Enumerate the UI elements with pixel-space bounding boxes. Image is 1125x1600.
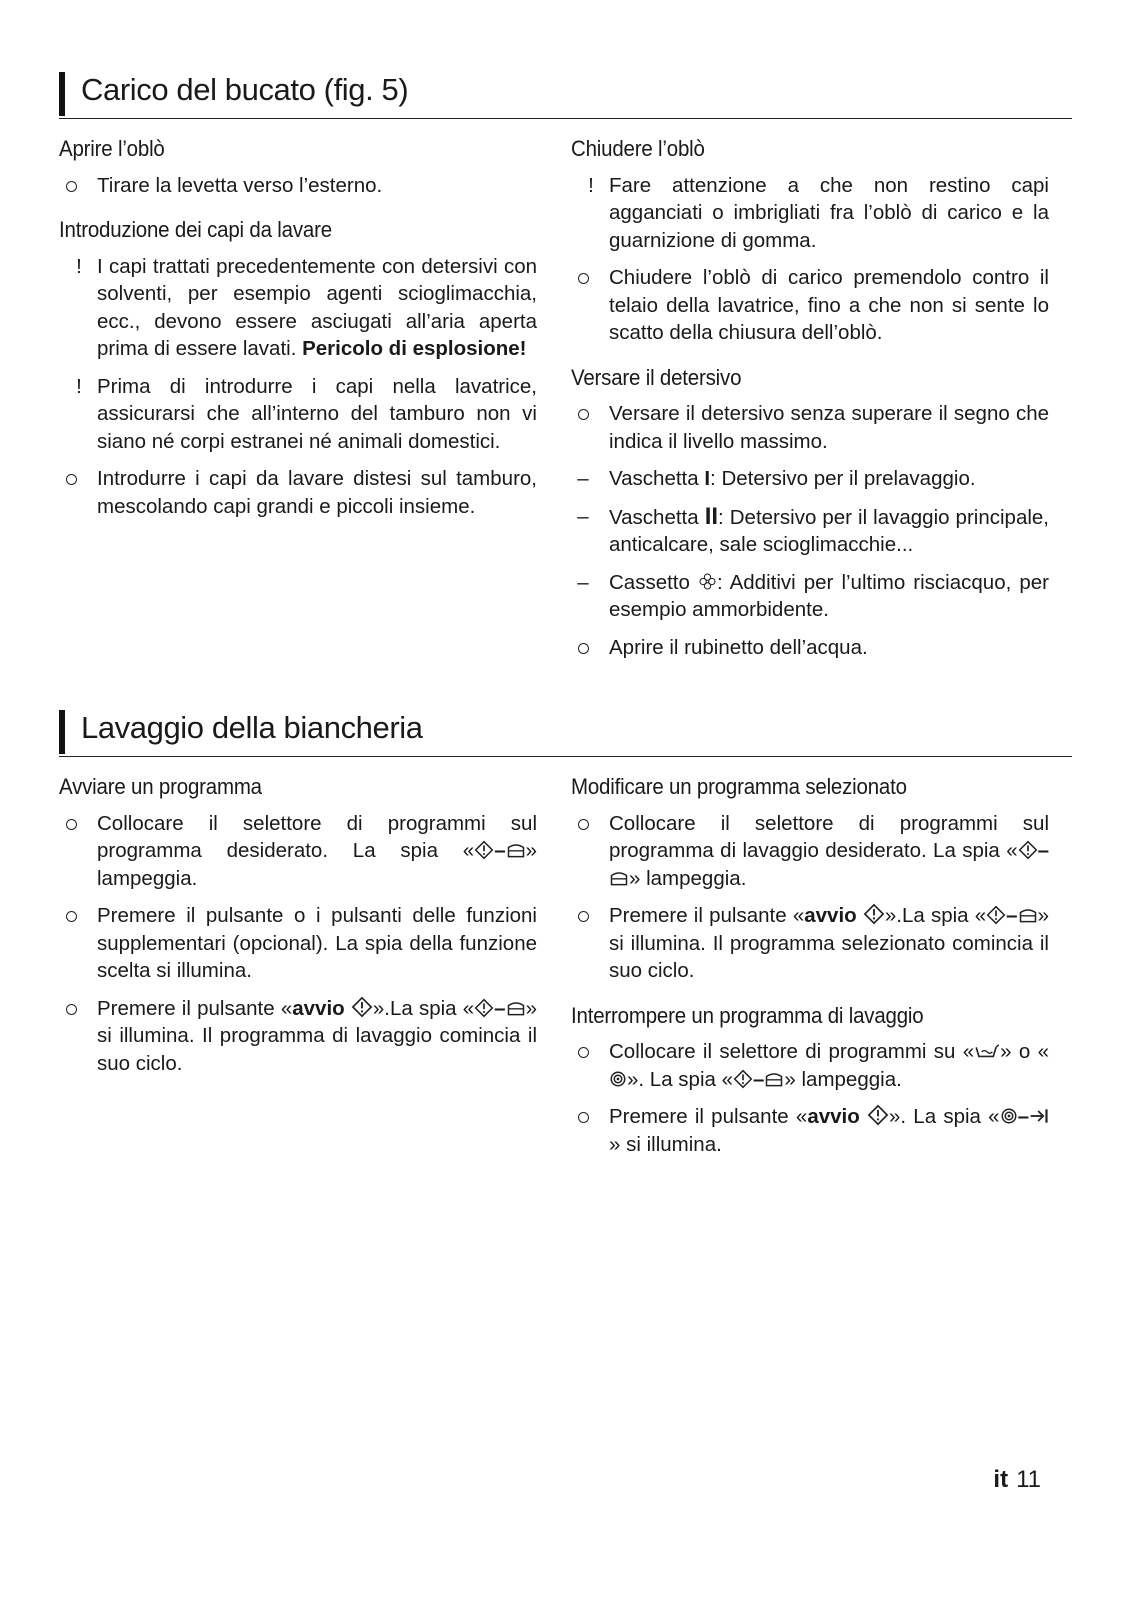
warning-mark-icon: !: [76, 374, 82, 398]
drum-icon: [609, 868, 629, 888]
column-right-lavaggio: [571, 773, 1049, 1168]
warning-mark-icon: !: [588, 173, 594, 197]
list-item-dash: – Vaschetta II: Detersivo per il lavaggio principale, anticalcare, sale scioglimacchie...: [571, 503, 1049, 559]
bullet-circle-icon: [59, 172, 83, 200]
section-heading-carico: [59, 68, 1072, 119]
list-item: Collocare il selettore di programmi sul programma di lavaggio desiderato. La spia « –» lampeggia.: [571, 810, 1049, 893]
subheading-chiudere: Chiudere l’oblò: [571, 136, 705, 161]
start-icon: [474, 998, 494, 1018]
heading-bar: [59, 710, 65, 754]
start-icon: [733, 1069, 753, 1089]
column-left-carico: [59, 135, 537, 530]
start-icon: [863, 903, 885, 925]
section-title: Carico del bucato (fig. 5): [81, 72, 409, 107]
bullet-circle-icon: [59, 465, 83, 493]
start-icon: [474, 840, 494, 860]
list-item: Premere il pulsante «avvio ».La spia « – » si illumina. Il programma di lavaggio comincia il suo ciclo.: [59, 995, 537, 1078]
list-item: Collocare il selettore di programmi sul programma desiderato. La spia « – » lampeggia.: [59, 810, 537, 893]
avvio-label: avvio: [804, 904, 857, 927]
subheading-avviare: Avviare un programma: [59, 774, 262, 799]
list-item: Collocare il selettore di programmi su « » o «». La spia « – » lampeggia.: [571, 1038, 1049, 1093]
drum-icon: [506, 998, 526, 1018]
bullet-circle-icon: [571, 634, 595, 662]
bullet-circle-icon: [571, 264, 595, 292]
list-item: Chiudere l’oblò di carico premendolo contro il telaio della lavatrice, fino a che non si sente lo scatto della chiusura dell’oblò.: [571, 264, 1049, 347]
dash-mark: –: [577, 570, 589, 594]
avvio-label: avvio: [292, 996, 345, 1020]
section-title: Lavaggio della biancheria: [81, 710, 423, 745]
list-item: Tirare la levetta verso l’esterno.: [59, 172, 537, 200]
warning-mark-icon: !: [76, 254, 82, 278]
subheading-versare: Versare il detersivo: [571, 364, 742, 390]
drum-icon: [1018, 905, 1038, 925]
spin-icon: [1000, 1107, 1018, 1125]
bullet-circle-icon: [571, 1103, 595, 1131]
dash-mark: –: [577, 467, 589, 490]
list-item: Aprire il rubinetto dell’acqua.: [571, 634, 1049, 662]
list-item: Introdurre i capi da lavare distesi sul tamburo, mescolando capi grandi e piccoli insieme.: [59, 465, 537, 520]
bullet-circle-icon: [59, 810, 83, 838]
compartment-i-symbol: I: [704, 467, 711, 490]
danger-text: Pericolo di esplosione!: [302, 337, 527, 360]
page-footer: [993, 1466, 1041, 1494]
list-item-warning: ! I capi trattati precedentemente con detersivi con solventi, per esempio agenti scioglimacchia, ecc., devono essere asciugati all’aria aperta prima di essere lavati. Pericolo di esplosione!: [59, 253, 537, 363]
spin-icon: [609, 1070, 627, 1088]
start-icon: [351, 996, 373, 1018]
list-item: Premere il pulsante «avvio ». La spia « –» si illumina.: [571, 1103, 1049, 1158]
start-icon: [1018, 840, 1038, 860]
subheading-aprire: Aprire l’oblò: [59, 136, 165, 161]
avvio-label: avvio: [807, 1105, 860, 1128]
subheading-interrompere: Interrompere un programma di lavaggio: [571, 1002, 924, 1028]
list-item: Premere il pulsante «avvio ».La spia « – » si illumina. Il programma selezionato comincia il suo ciclo.: [571, 902, 1049, 985]
list-item-warning: ! Prima di introdurre i capi nella lavatrice, assicurarsi che all’interno del tamburo non vi siano né corpi estranei né animali domestici.: [59, 373, 537, 456]
bullet-circle-icon: [571, 810, 595, 838]
language-code: it: [993, 1466, 1009, 1493]
list-item: Premere il pulsante o i pulsanti delle funzioni supplementari (opcional). La spia della funzione scelta si illumina.: [59, 902, 537, 985]
drain-icon: [974, 1042, 1000, 1060]
list-item-warning: ! Fare attenzione a che non restino capi agganciati o imbrigliati fra l’oblò di carico e la guarnizione di gomma.: [571, 172, 1049, 255]
list-item-dash: – Cassetto : Additivi per l’ultimo risciacquo, per esempio ammorbidente.: [571, 569, 1049, 624]
subheading-modificare: Modificare un programma selezionato: [571, 774, 907, 799]
bullet-circle-icon: [571, 902, 595, 930]
start-icon: [986, 905, 1006, 925]
heading-bar: [59, 72, 65, 116]
dash-mark: –: [577, 504, 589, 528]
end-icon: [1029, 1106, 1049, 1126]
subheading-introduzione: Introduzione dei capi da lavare: [59, 217, 332, 242]
column-right-carico: [571, 135, 1049, 671]
bullet-circle-icon: [59, 902, 83, 930]
page-number: 11: [1016, 1466, 1041, 1493]
list-item: Versare il detersivo senza superare il segno che indica il livello massimo.: [571, 400, 1049, 455]
compartment-ii-symbol: II: [704, 502, 719, 530]
drum-icon: [764, 1069, 784, 1089]
bullet-circle-icon: [571, 1038, 595, 1066]
start-icon: [867, 1104, 889, 1126]
softener-flower-icon: [698, 572, 717, 591]
column-left-lavaggio: [59, 773, 537, 1087]
drum-icon: [506, 840, 526, 860]
bullet-circle-icon: [59, 995, 83, 1023]
section-heading-lavaggio: [59, 706, 1072, 757]
bullet-circle-icon: [571, 400, 595, 428]
list-item-dash: – Vaschetta I: Detersivo per il prelavaggio.: [571, 465, 1049, 493]
